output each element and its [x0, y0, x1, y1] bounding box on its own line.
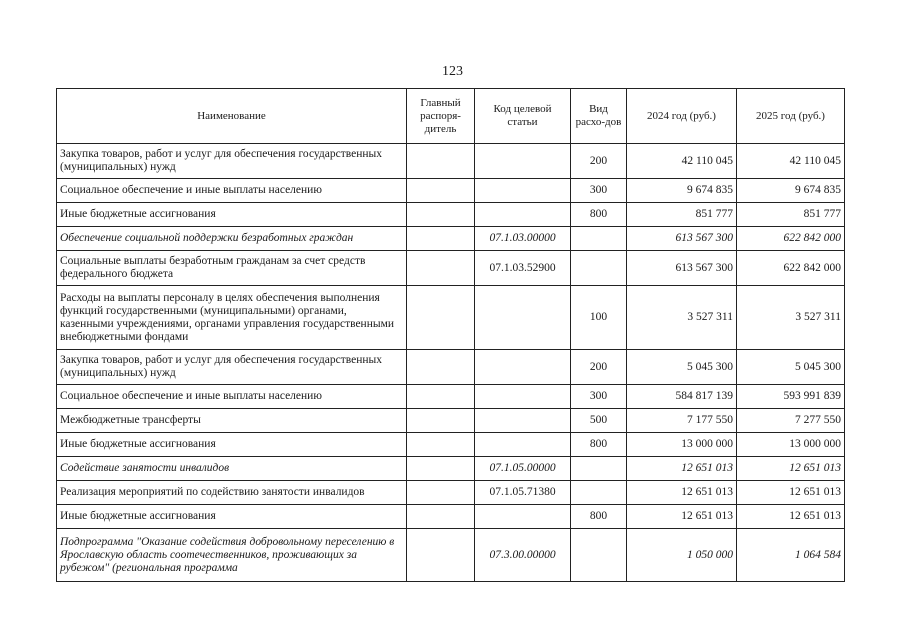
table-row [57, 179, 845, 203]
row-admin [407, 179, 475, 203]
row-2024: 9 674 835 [627, 179, 737, 203]
header-type: Вид расхо-дов [571, 89, 627, 144]
table-row [57, 350, 845, 385]
header-2025: 2025 год (руб.) [737, 89, 845, 144]
table-row [57, 144, 845, 179]
row-code: 07.1.03.52900 [475, 251, 571, 286]
row-2025: 12 651 013 [737, 505, 845, 529]
row-2025: 3 527 311 [737, 286, 845, 350]
row-name: Иные бюджетные ассигнования [57, 203, 407, 227]
row-code: 07.1.03.00000 [475, 227, 571, 251]
row-code [475, 144, 571, 179]
row-admin [407, 203, 475, 227]
row-admin [407, 144, 475, 179]
row-type [571, 251, 627, 286]
row-2025: 622 842 000 [737, 227, 845, 251]
row-type: 300 [571, 179, 627, 203]
header-code: Код целевой статьи [475, 89, 571, 144]
row-2025: 5 045 300 [737, 350, 845, 385]
budget-table [56, 88, 845, 582]
row-code [475, 203, 571, 227]
row-2024: 851 777 [627, 203, 737, 227]
row-admin [407, 529, 475, 582]
row-name: Социальное обеспечение и иные выплаты населению [57, 179, 407, 203]
row-code: 07.1.05.71380 [475, 481, 571, 505]
row-type [571, 457, 627, 481]
row-name: Иные бюджетные ассигнования [57, 433, 407, 457]
row-type: 200 [571, 144, 627, 179]
table-row [57, 251, 845, 286]
table-row [57, 203, 845, 227]
row-name: Реализация мероприятий по содействию занятости инвалидов [57, 481, 407, 505]
row-2025: 593 991 839 [737, 385, 845, 409]
row-type: 200 [571, 350, 627, 385]
row-2024: 1 050 000 [627, 529, 737, 582]
row-2025: 1 064 584 [737, 529, 845, 582]
row-name: Закупка товаров, работ и услуг для обеспечения государственных (муниципальных) нужд [57, 350, 407, 385]
row-2024: 613 567 300 [627, 227, 737, 251]
row-2024: 12 651 013 [627, 457, 737, 481]
row-admin [407, 385, 475, 409]
row-admin [407, 350, 475, 385]
row-2024: 5 045 300 [627, 350, 737, 385]
row-code [475, 385, 571, 409]
row-2025: 42 110 045 [737, 144, 845, 179]
row-code: 07.1.05.00000 [475, 457, 571, 481]
table-row [57, 481, 845, 505]
table-row [57, 286, 845, 350]
row-name: Социальное обеспечение и иные выплаты населению [57, 385, 407, 409]
row-type [571, 227, 627, 251]
row-2025: 12 651 013 [737, 457, 845, 481]
row-code [475, 179, 571, 203]
table-row [57, 227, 845, 251]
row-code [475, 350, 571, 385]
row-2025: 9 674 835 [737, 179, 845, 203]
row-2025: 851 777 [737, 203, 845, 227]
row-name: Межбюджетные трансферты [57, 409, 407, 433]
row-2024: 13 000 000 [627, 433, 737, 457]
row-2024: 584 817 139 [627, 385, 737, 409]
table-row [57, 433, 845, 457]
header-name: Наименование [57, 89, 407, 144]
row-admin [407, 227, 475, 251]
header-admin: Главный распоря-дитель [407, 89, 475, 144]
row-admin [407, 409, 475, 433]
row-admin [407, 286, 475, 350]
row-type [571, 481, 627, 505]
row-type: 800 [571, 433, 627, 457]
row-code [475, 286, 571, 350]
row-type [571, 529, 627, 582]
row-2024: 12 651 013 [627, 481, 737, 505]
row-type: 100 [571, 286, 627, 350]
row-admin [407, 433, 475, 457]
row-admin [407, 505, 475, 529]
row-2024: 3 527 311 [627, 286, 737, 350]
row-code: 07.3.00.00000 [475, 529, 571, 582]
row-code [475, 433, 571, 457]
row-name: Подпрограмма "Оказание содействия добровольному переселению в Ярославскую область соотечественников, проживающих за рубежом" (региональная программа [57, 529, 407, 582]
row-2024: 42 110 045 [627, 144, 737, 179]
row-name: Содействие занятости инвалидов [57, 457, 407, 481]
table-row [57, 457, 845, 481]
row-name: Закупка товаров, работ и услуг для обеспечения государственных (муниципальных) нужд [57, 144, 407, 179]
row-type: 800 [571, 505, 627, 529]
row-2025: 12 651 013 [737, 481, 845, 505]
row-name: Социальные выплаты безработным гражданам за счет средств федерального бюджета [57, 251, 407, 286]
row-code [475, 409, 571, 433]
row-name: Расходы на выплаты персоналу в целях обеспечения выполнения функций государственными (муниципальными) органами, казенными учреждениями, органами управления государственными внебюджетными фондами [57, 286, 407, 350]
row-2025: 622 842 000 [737, 251, 845, 286]
header-row [57, 89, 845, 144]
row-admin [407, 457, 475, 481]
row-2024: 7 177 550 [627, 409, 737, 433]
row-2025: 13 000 000 [737, 433, 845, 457]
row-admin [407, 481, 475, 505]
page-number: 123 [442, 64, 463, 79]
table-row [57, 409, 845, 433]
table-row [57, 505, 845, 529]
table-row [57, 529, 845, 582]
row-2024: 12 651 013 [627, 505, 737, 529]
row-2024: 613 567 300 [627, 251, 737, 286]
row-type: 800 [571, 203, 627, 227]
row-type: 500 [571, 409, 627, 433]
row-admin [407, 251, 475, 286]
row-2025: 7 277 550 [737, 409, 845, 433]
table-row [57, 385, 845, 409]
row-name: Иные бюджетные ассигнования [57, 505, 407, 529]
header-2024: 2024 год (руб.) [627, 89, 737, 144]
row-name: Обеспечение социальной поддержки безработных граждан [57, 227, 407, 251]
row-code [475, 505, 571, 529]
row-type: 300 [571, 385, 627, 409]
